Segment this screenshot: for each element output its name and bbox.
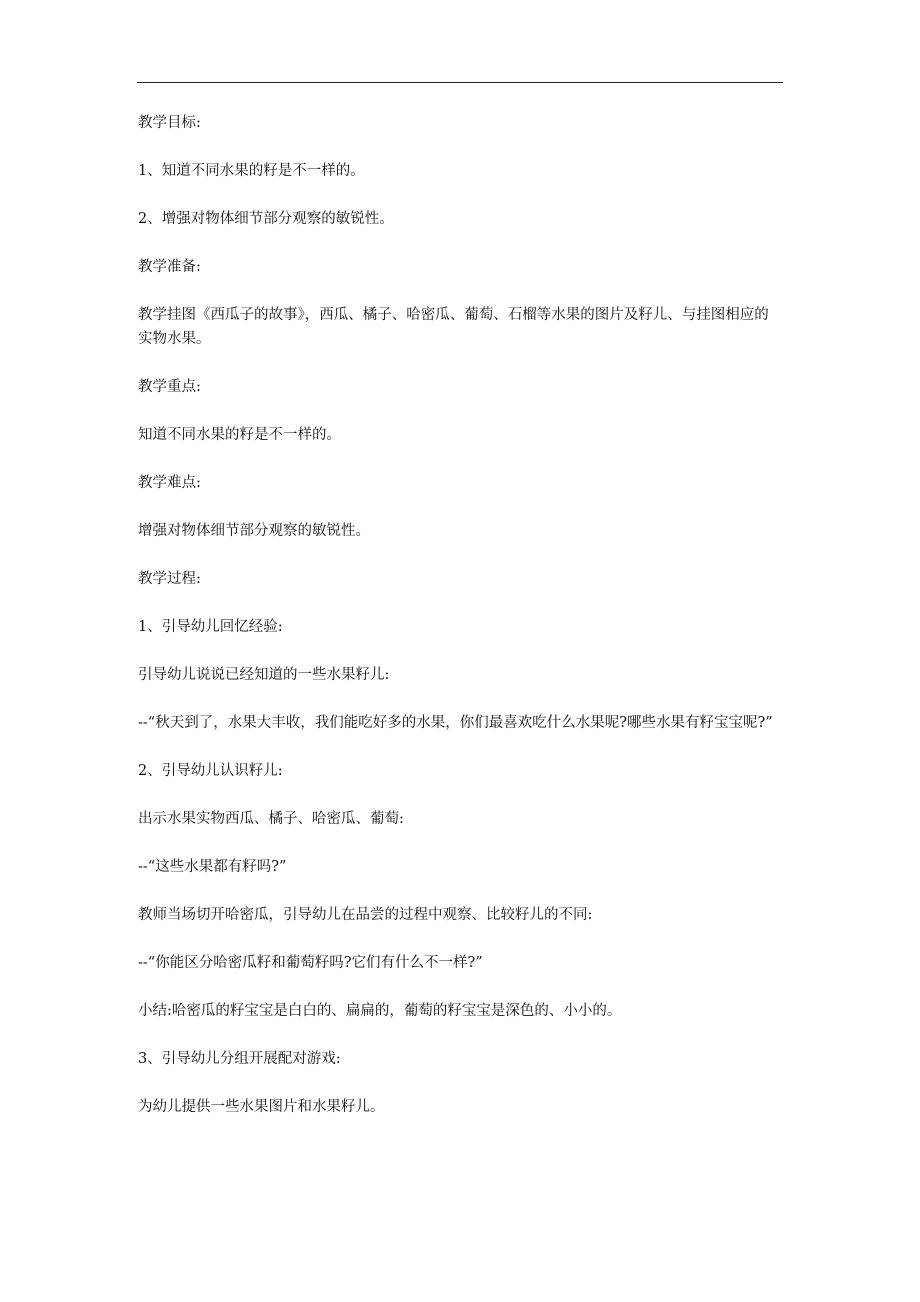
process-step-2-quote-1: --“这些水果都有籽吗?” [138, 859, 287, 875]
process-step-3-text: 为幼儿提供一些水果图片和水果籽儿。 [138, 1099, 385, 1115]
process-step-2-quote-2: --“你能区分哈密瓜籽和葡萄籽吗?它们有什么不一样?” [138, 955, 483, 971]
process-step-1: 1、引导幼儿回忆经验: [138, 619, 283, 635]
process-step-1-text: 引导幼儿说说已经知道的一些水果籽儿: [138, 667, 390, 683]
document-body [138, 111, 783, 1143]
objective-item-1: 1、知道不同水果的籽是不一样的。 [138, 163, 365, 179]
heading-process: 教学过程: [138, 571, 201, 587]
heading-preparation: 教学准备: [138, 259, 201, 275]
heading-key-points: 教学重点: [138, 379, 201, 395]
process-step-2: 2、引导幼儿认识籽儿: [138, 763, 283, 779]
process-step-3: 3、引导幼儿分组开展配对游戏: [138, 1051, 341, 1067]
difficulties-text: 增强对物体细节部分观察的敏锐性。 [138, 523, 370, 539]
process-step-2-text-2: 教师当场切开哈密瓜，引导幼儿在品尝的过程中观察、比较籽儿的不同: [138, 907, 593, 923]
header-rule [137, 82, 783, 83]
process-step-1-quote: --“秋天到了，水果大丰收，我们能吃好多的水果，你们最喜欢吃什么水果呢?哪些水果有籽宝宝呢?” [138, 715, 773, 731]
process-step-2-summary: 小结:哈密瓜的籽宝宝是白白的、扁扁的，葡萄的籽宝宝是深色的、小小的。 [138, 1003, 622, 1019]
heading-objectives: 教学目标: [138, 115, 201, 131]
process-step-2-text: 出示水果实物西瓜、橘子、哈密瓜、葡萄: [138, 811, 404, 827]
key-points-text: 知道不同水果的籽是不一样的。 [138, 427, 341, 443]
heading-difficulties: 教学难点: [138, 475, 201, 491]
preparation-text: 教学挂图《西瓜子的故事》，西瓜、橘子、哈密瓜、葡萄、石榴等水果的图片及籽儿、与挂图相应的实物水果。 [138, 307, 769, 347]
objective-item-2: 2、增强对物体细节部分观察的敏锐性。 [138, 211, 394, 227]
